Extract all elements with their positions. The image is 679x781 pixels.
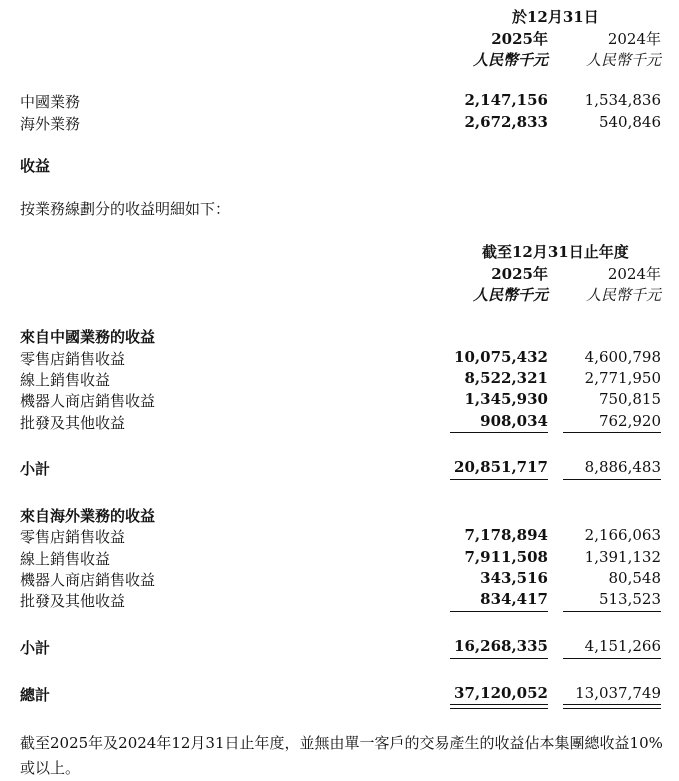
overseas-row-label: 機器人商店銷售收益 [20,571,156,589]
china-subtotal-rule-2025 [450,432,548,433]
overseas-row-value-2025: 834,417 [480,590,548,608]
china-row-value-2024: 750,815 [598,390,661,408]
table2-col2-year: 2024年 [607,265,661,283]
overseas-subtotal-2025: 16,268,335 [454,637,548,655]
china-row-value-2025: 1,345,930 [464,390,548,408]
china-subtotal-underline-2025 [450,479,548,480]
table2-period-header: 截至12月31日止年度 [482,243,629,261]
total-2025: 37,120,052 [454,684,548,702]
overseas-row-value-2025: 7,178,894 [464,526,548,544]
china-subtotal-2025: 20,851,717 [454,458,548,476]
overseas-revenue-heading: 來自海外業務的收益 [20,507,156,525]
china-row-value-2024: 4,600,798 [584,348,661,366]
overseas-subtotal-label: 小計 [20,639,51,657]
footnote: 截至2025年及2024年12月31日止年度，並無由單一客戶的交易產生的收益佔本集團總收益10%或以上。 [20,734,663,777]
table1-row-value-2024: 1,534,836 [584,91,661,109]
section-title: 收益 [20,157,51,175]
overseas-subtotal-underline-2024 [563,658,661,659]
total-double-rule-2024 [563,704,661,709]
china-subtotal-2024: 8,886,483 [584,458,661,476]
table1-col2-unit: 人民幣千元 [585,51,661,69]
china-row-label: 機器人商店銷售收益 [20,392,156,410]
china-row-value-2025: 10,075,432 [454,348,548,366]
china-row-label: 線上銷售收益 [20,371,111,389]
overseas-subtotal-rule-2025 [450,611,548,612]
overseas-subtotal-rule-2024 [563,611,661,612]
china-row-value-2025: 908,034 [480,412,548,430]
overseas-row-value-2025: 7,911,508 [464,548,548,566]
table1-col1-year: 2025年 [491,30,548,48]
china-subtotal-rule-2024 [563,432,661,433]
total-label: 總計 [20,686,51,704]
table2-col1-unit: 人民幣千元 [472,286,548,304]
china-row-value-2024: 762,920 [598,412,661,430]
table1-row-value-2024: 540,846 [598,113,661,131]
table1-row-value-2025: 2,147,156 [464,91,548,109]
table1-row-label: 海外業務 [20,115,81,133]
table1-col1-unit: 人民幣千元 [472,51,548,69]
table1-period-header: 於12月31日 [512,8,599,26]
overseas-row-label: 零售店銷售收益 [20,528,126,546]
overseas-row-value-2024: 513,523 [598,590,661,608]
total-2024: 13,037,749 [575,684,661,702]
total-double-rule-2025 [450,704,548,709]
overseas-row-value-2024: 2,166,063 [584,526,661,544]
china-row-label: 零售店銷售收益 [20,350,126,368]
table1-row-label: 中國業務 [20,93,81,111]
section-intro: 按業務線劃分的收益明細如下： [20,200,231,218]
china-row-value-2024: 2,771,950 [584,369,661,387]
table2-col1-year: 2025年 [491,265,548,283]
china-revenue-heading: 來自中國業務的收益 [20,328,156,346]
overseas-row-label: 線上銷售收益 [20,550,111,568]
overseas-row-value-2024: 1,391,132 [584,548,661,566]
china-row-label: 批發及其他收益 [20,414,126,432]
overseas-row-label: 批發及其他收益 [20,592,126,610]
overseas-subtotal-2024: 4,151,266 [584,637,661,655]
china-subtotal-label: 小計 [20,460,51,478]
table1-row-value-2025: 2,672,833 [464,113,548,131]
table2-col2-unit: 人民幣千元 [585,286,661,304]
overseas-row-value-2025: 343,516 [480,569,548,587]
china-subtotal-underline-2024 [563,479,661,480]
overseas-subtotal-underline-2025 [450,658,548,659]
china-row-value-2025: 8,522,321 [464,369,548,387]
table1-col2-year: 2024年 [607,30,661,48]
overseas-row-value-2024: 80,548 [608,569,661,587]
